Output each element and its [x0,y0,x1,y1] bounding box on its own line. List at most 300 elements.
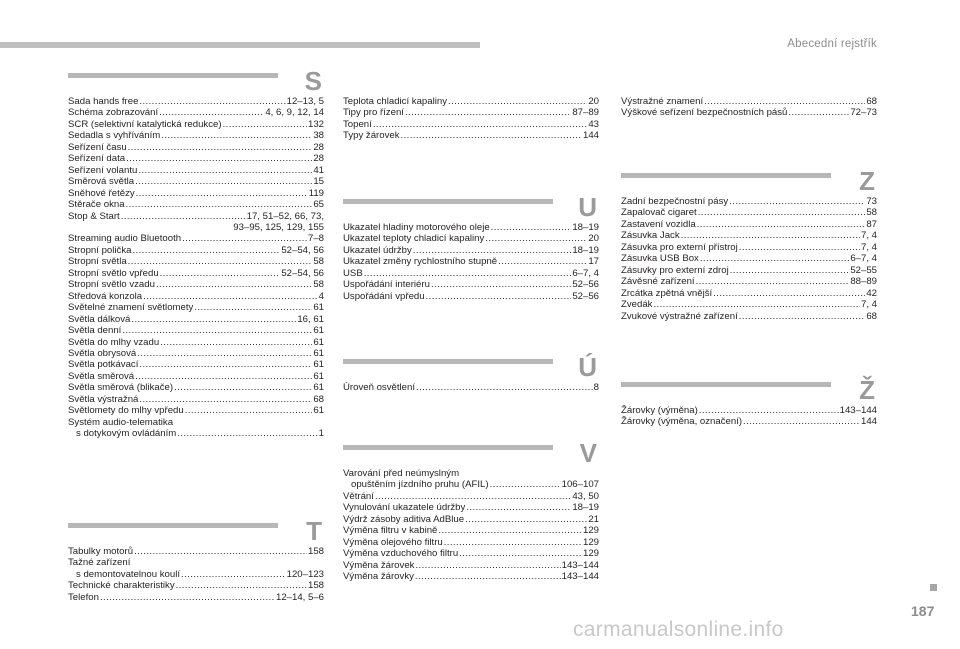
index-entry-term: Sněhové řetězy [68,187,135,199]
dot-leader [136,188,308,199]
index-entry [343,291,599,302]
dot-leader [126,153,312,164]
dot-leader [431,279,571,290]
dot-leader [139,359,312,370]
dot-leader [161,130,312,141]
index-section-t-continued [343,96,599,142]
index-entry-pages: 143–144 [561,559,599,571]
index-entry [343,245,599,256]
dot-leader [138,165,312,176]
index-entry-row [68,199,324,210]
index-entry-row [68,130,324,141]
index-entry-pages: 52–56 [572,279,599,291]
index-section-v [343,438,599,583]
index-entry [68,592,324,603]
dot-leader [364,268,572,279]
index-entry-row [343,537,599,548]
entry-list [343,468,599,583]
index-entry [68,176,324,187]
watermark: carmanualsonline.info [573,618,784,641]
index-entry [68,211,324,234]
index-entry-term: Závěsné zařízení [621,276,695,288]
index-entry-pages: 68 [866,96,877,107]
index-entry-row [343,107,599,118]
index-entry-row [68,405,324,416]
index-entry-row [343,514,599,525]
index-entry-row [68,592,324,603]
index-entry-row [621,230,877,241]
index-entry-pages: 16, 61 [297,313,324,325]
dot-leader [700,253,849,264]
dot-leader [121,211,246,222]
index-entry-term: Ukazatel hladiny motorového oleje [343,222,490,233]
index-entry-row [621,311,877,322]
index-entry-row [68,165,324,176]
index-entry-row [343,222,599,233]
index-entry-row [68,348,324,359]
index-entry-term: Stop & Start [68,210,120,222]
index-entry-pages: 52–56 [572,290,599,302]
index-entry-pages: 58 [313,256,324,268]
section-header [343,192,599,222]
index-entry-row [621,299,877,310]
index-entry [68,188,324,199]
index-entry [68,302,324,313]
index-entry-pages: 17, 51–52, 66, 73, [246,210,324,222]
index-entry-term: Tabulky motorů [68,546,134,557]
dot-leader [131,314,296,325]
index-entry [68,142,324,153]
index-section-t [68,516,324,603]
index-entry-row [68,394,324,405]
entry-list [68,96,324,440]
index-entry-pages: 87–89 [572,107,599,119]
index-entry [621,405,877,416]
dot-leader [730,265,850,276]
index-entry [621,416,877,427]
index-entry-pages: 61 [313,325,324,337]
index-entry-row [68,291,324,302]
index-entry-row [343,233,599,244]
section-header [621,375,877,405]
index-entry-term: Světla obrysová [68,347,137,359]
index-entry-term: Zvukové výstražné zařízení [621,310,738,322]
dot-leader [653,299,860,310]
index-entry-pages: 42 [866,287,877,299]
index-entry [621,253,877,264]
index-entry-term: Výměna žárovky [343,571,414,583]
section-header [621,166,877,196]
index-entry [343,256,599,267]
dot-leader [438,525,582,536]
index-entry-term: Stropní polička [68,244,132,256]
index-entry-pages: 61 [313,405,324,417]
index-entry-row [68,96,324,107]
index-entry-pages: 129 [582,548,599,560]
index-entry [343,468,599,479]
index-entry-row [68,371,324,382]
index-entry-row [343,245,599,256]
index-entry-term: Stěrače okna [68,199,125,211]
dot-leader [405,107,571,118]
section-rule [68,523,278,528]
index-entry-term: Uspořádání interiéru [343,279,430,291]
index-entry-row [68,546,324,557]
index-entry-row [68,142,324,153]
dot-leader [485,233,587,244]
index-entry-pages: 144 [582,130,599,142]
section-letter: T [306,516,322,546]
index-entry-pages: 18–19 [572,502,599,514]
dot-leader [704,96,865,107]
index-entry-row [343,479,599,490]
index-entry [68,165,324,176]
index-entry-term: Typy žárovek [343,130,400,142]
index-entry-row [343,525,599,536]
section-rule [621,173,831,178]
index-entry [621,276,877,287]
index-entry-term: Výměna žárovek [343,559,415,571]
index-entry-term: s demontovatelnou koulí [76,568,180,580]
index-entry-term: SCR (selektivní katalytická redukce) [68,118,222,130]
index-entry [68,256,324,267]
index-entry-pages: 6–7, 4 [850,253,877,265]
dot-leader [375,491,571,502]
index-entry-row [68,417,324,428]
index-entry [68,268,324,279]
index-section-z [621,166,877,322]
index-entry-term: Světla výstražná [68,393,139,405]
index-entry-pages: 158 [307,546,324,557]
index-entry-pages: 4 [318,290,324,302]
index-entry-pages: 143–144 [561,571,599,583]
index-entry [621,196,877,207]
index-entry-term: Ukazatel změny rychlostního stupně [343,256,498,268]
index-entry-row [68,279,324,290]
index-entry-pages: 7–8 [307,233,324,245]
index-entry-pages: 68 [866,310,877,322]
dot-leader [498,256,587,267]
index-entry-pages: 38 [313,130,324,142]
dot-leader [698,207,866,218]
entry-list [343,382,599,393]
index-entry [68,394,324,405]
dot-leader [174,382,312,393]
index-entry-term: Tažné zařízení [68,557,131,569]
index-entry-row [343,268,599,279]
dot-leader [139,394,312,405]
dot-leader [139,96,285,107]
section-header [343,438,599,468]
index-entry [343,279,599,290]
index-entry-row [68,256,324,267]
dot-leader [373,119,588,130]
index-entry-term: Technické charakteristiky [68,580,175,592]
index-entry-term: Varování před neúmyslným [343,468,460,479]
index-entry-pages: 106–107 [561,479,599,491]
index-entry-pages: 61 [313,370,324,382]
index-entry-term: Seřízení volantu [68,164,138,176]
index-entry-pages: 61 [313,359,324,371]
section-letter: Z [859,166,875,196]
index-entry [343,130,599,141]
section-rule [343,445,553,450]
index-entry-term: Zapalovač cigaret [621,207,697,219]
index-entry-term: Žárovky (výměna) [621,405,698,416]
index-entry-row [68,557,324,568]
index-entry [68,546,324,557]
dot-leader [444,537,582,548]
index-entry-term: Úroveň osvětlení [343,382,415,393]
index-entry [68,119,324,130]
entry-list [621,196,877,322]
index-entry-row [68,153,324,164]
index-entry-pages: 143–144 [839,405,877,416]
index-entry-row [621,405,877,416]
index-entry [68,279,324,290]
index-entry-term: Teplota chladicí kapaliny [343,96,447,107]
index-entry-pages: 15 [313,176,324,188]
index-entry-pages: 20 [588,96,599,107]
section-header [343,352,599,382]
index-entry-term: Topení [343,118,372,130]
index-entry-pages: 158 [307,580,324,592]
dot-leader [134,546,307,557]
index-entry-row [68,233,324,244]
section-rule [343,359,553,364]
section-letter: Ú [578,352,597,382]
dot-leader [128,256,313,267]
index-entry-pages: 18–19 [572,222,599,233]
dot-leader [713,288,865,299]
index-entry-row [621,265,877,276]
section-header [68,66,324,96]
entry-list [343,222,599,302]
index-entry-pages: 68 [313,393,324,405]
index-entry-pages: 12–13, 5 [286,96,324,107]
index-entry-term: Žárovky (výměna, označení) [621,416,743,428]
dot-leader [401,130,582,141]
index-entry [621,299,877,310]
dot-leader [137,348,312,359]
index-entry-pages: 119 [308,187,324,199]
index-entry [621,311,877,322]
index-entry [343,537,599,548]
index-entry-row [621,242,877,253]
index-entry-term: Tipy pro řízení [343,107,404,119]
dot-leader [681,230,860,241]
index-entry [68,371,324,382]
index-entry-pages: 17 [588,256,599,268]
index-entry [343,502,599,513]
index-entry-row [343,502,599,513]
index-entry-pages: 1 [318,428,324,440]
index-entry [68,405,324,416]
index-entry [68,348,324,359]
index-entry-term: Zásuvka pro externí přístroj [621,241,738,253]
index-entry [68,580,324,591]
index-entry-pages: 28 [313,141,324,153]
index-entry-term: Světelné znamení světlomety [68,302,194,314]
index-entry-pages: 61 [313,347,324,359]
index-entry [343,96,599,107]
index-entry [68,199,324,210]
index-entry-term: Stropní světlo vpředu [68,267,159,279]
index-entry-row [68,359,324,370]
index-entry [621,207,877,218]
index-entry-row [343,119,599,130]
index-entry-pages: 58 [866,207,877,219]
page-header-title: Abecední rejstřík [787,38,877,50]
dot-leader [160,337,312,348]
index-entry [68,569,324,580]
index-entry-row [68,580,324,591]
index-entry-term: Systém audio-telematika [68,416,174,428]
index-entry [343,382,599,393]
index-entry [68,382,324,393]
index-section-s [68,66,324,440]
index-entry-pages: 120–123 [286,568,324,580]
index-entry-pages: 58 [313,279,324,291]
index-entry-term: Zastavení vozidla [621,218,696,230]
dot-leader [135,176,312,187]
index-entry-row [343,548,599,559]
section-rule [343,199,553,204]
index-entry-pages: 61 [313,336,324,348]
dot-leader [126,199,313,210]
index-entry-term: Zásuvky pro externí zdroj [621,264,729,276]
index-entry-row [343,468,599,479]
index-entry [621,107,877,118]
index-entry-term: Uspořádání vpředu [343,290,425,302]
index-entry [621,219,877,230]
index-entry-pages: 4, 6, 9, 12, 14 [265,107,324,119]
index-entry-term: Stropní světla [68,256,127,268]
index-entry-term: Světla směrová (blikače) [68,382,174,394]
dot-leader [160,268,281,279]
index-entry-term: Směrová světla [68,176,135,188]
index-entry-term: Streaming audio Bluetooth [68,233,182,245]
index-entry-row [68,382,324,393]
dot-leader [415,571,561,582]
index-entry-term: Seřízení data [68,153,126,165]
index-entry [68,291,324,302]
index-entry-row [343,571,599,582]
dot-leader [490,479,561,490]
index-entry [68,428,324,439]
index-entry [621,230,877,241]
index-entry-term: Seřízení času [68,141,127,153]
index-entry [68,314,324,325]
entry-list [68,546,324,603]
index-entry [343,548,599,559]
index-entry [68,245,324,256]
dot-leader [788,107,849,118]
index-entry [621,242,877,253]
dot-leader [739,242,860,253]
dot-leader [426,291,572,302]
index-entry-row [68,107,324,118]
index-entry-row [621,207,877,218]
index-entry-pages: 20 [588,233,599,245]
index-entry-pages: 18–19 [572,244,599,256]
index-entry-row [68,428,324,439]
index-entry-pages: 87 [866,218,877,230]
index-entry-term: Výměna vzduchového filtru [343,548,459,560]
index-entry-pages: 52–55 [850,264,877,276]
dot-leader [696,276,850,287]
index-entry [343,514,599,525]
index-entry-pages: 52–54, 56 [281,244,324,256]
index-entry-pages: 129 [582,525,599,537]
index-entry [68,557,324,568]
index-entry [621,96,877,107]
dot-leader [122,325,312,336]
index-entry-pages: 52–54, 56 [281,267,324,279]
index-entry-row [621,416,877,427]
index-entry-pages: 7, 4 [860,299,877,311]
header-rule [0,42,480,48]
section-rule [621,382,831,387]
entry-list [621,405,877,428]
index-entry-row [68,268,324,279]
index-entry-row [68,119,324,130]
index-entry-term: Telefon [68,591,99,603]
index-entry-term: Větrání [343,490,374,502]
index-entry-term: s dotykovým ovládáním [76,428,177,440]
index-entry-row [621,196,877,207]
index-entry-row [68,176,324,187]
index-entry [68,325,324,336]
index-entry-row [621,96,877,107]
index-entry-pages: 41 [313,164,324,176]
index-entry-pages: 129 [582,536,599,548]
index-entry-row [68,302,324,313]
index-entry-pages: 61 [313,302,324,314]
index-entry-pages-continued: 93–95, 125, 129, 155 [233,221,324,233]
dot-leader [181,569,286,580]
index-entry-pages: 144 [860,416,877,428]
dot-leader [413,245,572,256]
index-entry-pages: 21 [588,513,599,525]
index-entry-row [621,219,877,230]
dot-leader [100,592,275,603]
index-entry-row [621,107,877,118]
index-entry-pages: 73 [866,196,877,207]
index-entry [68,337,324,348]
index-entry-row [621,253,877,264]
index-entry [343,479,599,490]
index-entry-row [343,560,599,571]
index-section-u-acute [343,352,599,393]
dot-leader [128,142,313,153]
dot-leader [182,233,307,244]
dot-leader [466,502,571,513]
index-entry-row [343,96,599,107]
index-entry-row [343,491,599,502]
index-entry-row [68,325,324,336]
index-entry-row [68,211,324,222]
index-entry-row [621,288,877,299]
index-entry-term: Stropní světlo vzadu [68,279,155,291]
index-entry [343,119,599,130]
index-entry-pages: 61 [313,382,324,394]
dot-leader [132,245,280,256]
entry-list [621,96,877,119]
entry-list [343,96,599,142]
dot-leader [739,311,866,322]
index-entry-term: Výstražné znamení [621,96,704,107]
